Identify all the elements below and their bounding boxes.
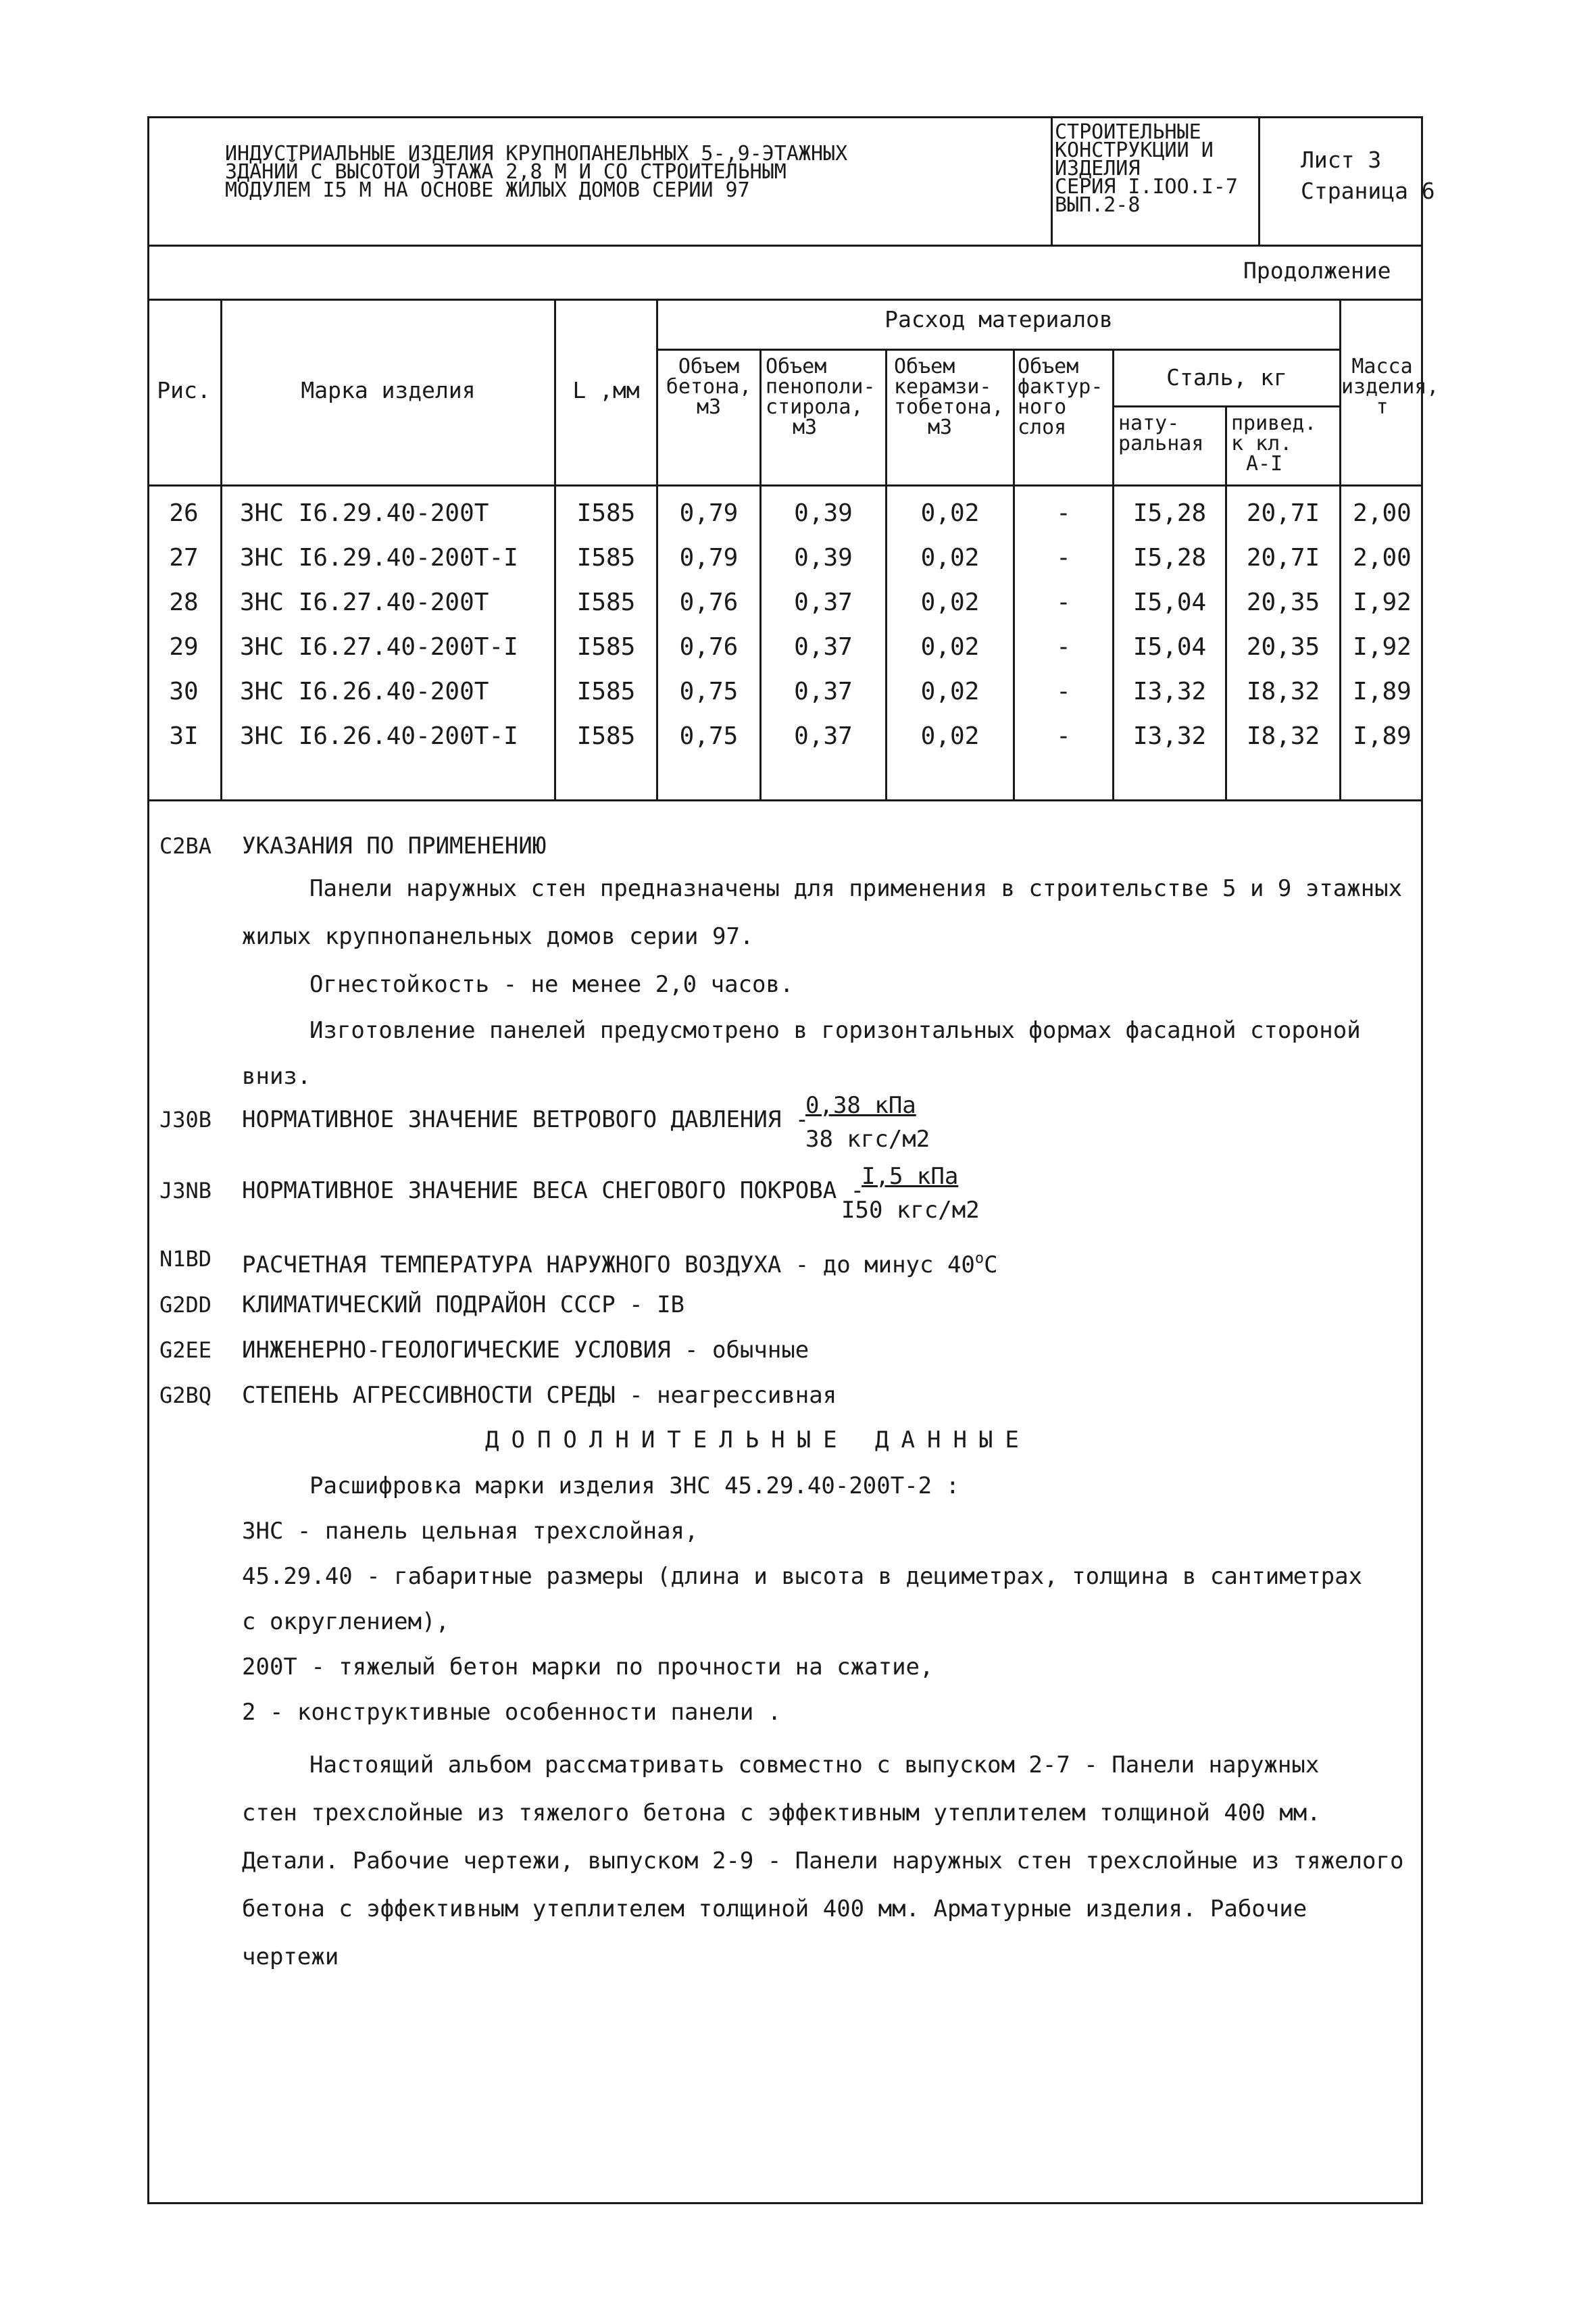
instructions-paragraph-3-line-2: вниз. <box>242 1063 311 1090</box>
cell-foam: 0,37 <box>794 678 853 705</box>
instructions-paragraph-2: Огнестойкость - не менее 2,0 часов. <box>309 971 794 998</box>
final-note-line-1: Настоящий альбом рассматривать совместно с выпуском 2-7 - Панели наружных <box>309 1751 1320 1778</box>
cell-length: I585 <box>576 722 636 750</box>
header-claycrete-line-3: тобетона, <box>894 395 1004 419</box>
cell-mark: ЗНС I6.27.40-200Т-I <box>240 633 518 661</box>
cell-steel-natural: I3,32 <box>1132 722 1207 750</box>
header-steel-reduced-line-3: A-I <box>1246 452 1283 476</box>
decode-zns: ЗНС - панель цельная трехслойная, <box>242 1518 699 1545</box>
cell-steel-natural: I5,28 <box>1132 544 1207 572</box>
code-j3nb: J3NB <box>159 1178 212 1203</box>
cell-length: I585 <box>576 633 636 661</box>
header-concrete-line-3: м3 <box>696 395 722 419</box>
header-concrete-line-1: Объем <box>678 355 740 378</box>
cell-facing: - <box>1056 499 1071 527</box>
cell-mark: ЗНС I6.27.40-200Т <box>240 589 489 616</box>
cell-fig: 3I <box>169 722 199 750</box>
document-title-line-2: ЗДАНИЙ С ВЫСОТОЙ ЭТАЖА 2,8 М И СО СТРОИТЕЛЬНЫМ <box>225 160 787 184</box>
additional-data-heading: ДОПОЛНИТЕЛЬНЫЕ ДАННЫЕ <box>485 1426 1031 1453</box>
header-mark: Марка изделия <box>301 377 476 403</box>
climate-subregion: КЛИМАТИЧЕСКИЙ ПОДРАЙОН СССР - IB <box>242 1291 685 1318</box>
cell-steel-reduced: 20,35 <box>1246 633 1320 661</box>
cell-fig: 28 <box>169 589 199 616</box>
cell-concrete: 0,76 <box>679 633 739 661</box>
cell-claycrete: 0,02 <box>920 589 980 616</box>
title-block-divider-1 <box>1051 116 1053 246</box>
cell-foam: 0,37 <box>794 589 853 616</box>
code-g2ee: G2EE <box>159 1337 212 1363</box>
cell-claycrete: 0,02 <box>920 722 980 750</box>
materials-header-rule <box>656 349 1341 351</box>
final-note-line-5: чертежи <box>242 1943 339 1970</box>
series-line-2: КОНСТРУКЦИИ И <box>1055 139 1214 162</box>
instructions-paragraph-1-line-1: Панели наружных стен предназначены для применения в строительстве 5 и 9 этажных <box>309 875 1403 902</box>
decode-dimensions-line-2: с округлением), <box>242 1608 450 1635</box>
header-mass <box>1341 355 1439 419</box>
cell-facing: - <box>1056 589 1071 616</box>
degree-sign: о <box>974 1250 984 1267</box>
cell-facing: - <box>1056 678 1071 705</box>
header-facing-line-3: ного <box>1018 395 1067 419</box>
header-steel-reduced-line-2: к кл. <box>1231 432 1293 455</box>
header-steel-reduced <box>1231 414 1316 474</box>
cell-length: I585 <box>576 589 636 616</box>
cell-length: I585 <box>576 678 636 705</box>
document-title-line-3: МОДУЛЕМ I5 М НА ОСНОВЕ ЖИЛЫХ ДОМОВ СЕРИИ 97 <box>225 178 750 202</box>
cell-mark: ЗНС I6.29.40-200Т-I <box>240 544 518 572</box>
table-top-rule <box>147 299 1423 301</box>
header-mass-line-3: т <box>1376 395 1389 419</box>
cell-foam: 0,37 <box>794 722 853 750</box>
cell-facing: - <box>1056 544 1071 572</box>
cell-claycrete: 0,02 <box>920 678 980 705</box>
wind-pressure-kpa: 0,38 кПа <box>805 1092 916 1119</box>
cell-concrete: 0,75 <box>679 678 739 705</box>
cell-mass: I,89 <box>1353 722 1412 750</box>
header-claycrete-line-1: Объем <box>894 355 955 378</box>
title-block-bottom-rule <box>147 245 1423 247</box>
decode-concrete-grade: 200Т - тяжелый бетон марки по прочности на сжатие, <box>242 1653 934 1681</box>
steel-header-rule <box>1112 405 1341 407</box>
cell-mass: 2,00 <box>1353 544 1412 572</box>
code-g2bq: G2BQ <box>159 1383 212 1408</box>
page-number: Страница 6 <box>1301 178 1435 204</box>
sheet-number: Лист 3 <box>1301 147 1382 173</box>
cell-mass: I,89 <box>1353 678 1412 705</box>
snow-load-kpa: I,5 кПа <box>862 1163 959 1190</box>
header-claycrete-line-4: м3 <box>928 416 953 439</box>
series-line-1: СТРОИТЕЛЬНЫЕ <box>1055 120 1201 144</box>
cell-foam: 0,39 <box>794 544 853 572</box>
design-temperature <box>242 1245 998 1278</box>
header-foam-line-1: Объем <box>766 355 827 378</box>
cell-mass: I,92 <box>1353 589 1412 616</box>
cell-fig: 27 <box>169 544 199 572</box>
series-line-5: ВЫП.2-8 <box>1055 193 1141 217</box>
header-claycrete-line-2: керамзи- <box>894 375 992 399</box>
series-line-4: СЕРИЯ I.IOO.I-7 <box>1055 175 1238 199</box>
geological-conditions: ИНЖЕНЕРНО-ГЕОЛОГИЧЕСКИЕ УСЛОВИЯ - обычные <box>242 1337 809 1364</box>
header-steel-natural-line-1: нату- <box>1118 412 1180 435</box>
cell-steel-reduced: 20,7I <box>1246 544 1320 572</box>
header-steel: Сталь, кг <box>1166 364 1287 391</box>
header-claycrete <box>894 357 1004 438</box>
table-bottom-rule <box>147 799 1423 801</box>
environment-aggressiveness: СТЕПЕНЬ АГРЕССИВНОСТИ СРЕДЫ - неагрессивная <box>242 1382 837 1409</box>
cell-fig: 30 <box>169 678 199 705</box>
cell-steel-reduced: I8,32 <box>1246 722 1320 750</box>
header-fig: Рис. <box>157 377 211 403</box>
document-title-line-1: ИНДУСТРИАЛЬНЫЕ ИЗДЕЛИЯ КРУПНОПАНЕЛЬНЫХ 5-,9-ЭТАЖНЫХ <box>225 142 848 166</box>
series-line-3: ИЗДЕЛИЯ <box>1055 157 1141 180</box>
instructions-paragraph-1-line-2: жилых крупнопанельных домов серии 97. <box>242 923 754 950</box>
header-steel-reduced-line-1: привед. <box>1231 412 1317 435</box>
snow-load-label: НОРМАТИВНОЕ ЗНАЧЕНИЕ ВЕСА СНЕГОВОГО ПОКРОВА - <box>242 1177 865 1204</box>
cell-claycrete: 0,02 <box>920 499 980 527</box>
header-steel-natural <box>1118 414 1203 454</box>
header-concrete-line-2: бетона, <box>666 375 752 399</box>
col-line-1 <box>220 299 222 801</box>
cell-mass: 2,00 <box>1353 499 1412 527</box>
final-note-line-2: стен трехслойные из тяжелого бетона с эффективным утеплителем толщиной 400 мм. <box>242 1799 1321 1826</box>
cell-length: I585 <box>576 499 636 527</box>
cell-steel-natural: I5,28 <box>1132 499 1207 527</box>
header-facing-line-2: фактур- <box>1018 375 1103 399</box>
cell-concrete: 0,79 <box>679 499 739 527</box>
header-steel-natural-line-2: ральная <box>1118 432 1204 455</box>
cell-steel-reduced: I8,32 <box>1246 678 1320 705</box>
header-facing-line-1: Объем <box>1018 355 1079 378</box>
cell-concrete: 0,75 <box>679 722 739 750</box>
cell-foam: 0,37 <box>794 633 853 661</box>
cell-concrete: 0,79 <box>679 544 739 572</box>
header-concrete <box>658 357 759 418</box>
wind-pressure-label: НОРМАТИВНОЕ ЗНАЧЕНИЕ ВЕТРОВОГО ДАВЛЕНИЯ - <box>242 1106 809 1133</box>
header-facing <box>1018 357 1103 438</box>
cell-steel-reduced: 20,7I <box>1246 499 1320 527</box>
instructions-paragraph-3-line-1: Изготовление панелей предусмотрено в горизонтальных формах фасадной стороной <box>309 1017 1361 1044</box>
continuation-label: Продолжение <box>1243 257 1391 284</box>
cell-steel-reduced: 20,35 <box>1246 589 1320 616</box>
header-foam-line-3: стирола, <box>766 395 864 419</box>
code-g2dd: G2DD <box>159 1292 212 1318</box>
header-mass-line-2: изделия, <box>1341 375 1439 399</box>
celsius-sign: С <box>984 1251 998 1278</box>
cell-concrete: 0,76 <box>679 589 739 616</box>
header-facing-line-4: слоя <box>1018 416 1067 439</box>
code-j30b: J30B <box>159 1107 212 1132</box>
header-foam <box>766 357 876 438</box>
cell-facing: - <box>1056 633 1071 661</box>
cell-steel-natural: I3,32 <box>1132 678 1207 705</box>
header-foam-line-4: м3 <box>793 416 818 439</box>
cell-claycrete: 0,02 <box>920 633 980 661</box>
instructions-heading: УКАЗАНИЯ ПО ПРИМЕНЕНИЮ <box>242 832 547 860</box>
header-length: L ,мм <box>572 377 640 403</box>
decode-title: Расшифровка марки изделия ЗНС 45.29.40-200Т-2 : <box>309 1472 960 1499</box>
cell-mark: ЗНС I6.29.40-200Т <box>240 499 489 527</box>
cell-length: I585 <box>576 544 636 572</box>
decode-design-features: 2 - конструктивные особенности панели . <box>242 1699 782 1726</box>
snow-load-kgf: I50 кгс/м2 <box>841 1197 980 1224</box>
cell-steel-natural: I5,04 <box>1132 589 1207 616</box>
final-note-line-4: бетона с эффективным утеплителем толщиной 400 мм. Арматурные изделия. Рабочие <box>242 1895 1307 1922</box>
header-bottom-rule <box>147 484 1423 487</box>
cell-mark: ЗНС I6.26.40-200Т-I <box>240 722 518 750</box>
cell-fig: 29 <box>169 633 199 661</box>
title-block-divider-2 <box>1258 116 1260 246</box>
wind-pressure-kgf: 38 кгс/м2 <box>805 1126 930 1153</box>
header-mass-line-1: Масса <box>1351 355 1413 378</box>
design-temperature-text: РАСЧЕТНАЯ ТЕМПЕРАТУРА НАРУЖНОГО ВОЗДУХА - до минус 40 <box>242 1251 975 1278</box>
decode-dimensions-line-1: 45.29.40 - габаритные размеры (длина и высота в дециметрах, толщина в сантиметрах <box>242 1563 1363 1590</box>
cell-facing: - <box>1056 722 1071 750</box>
cell-foam: 0,39 <box>794 499 853 527</box>
final-note-line-3: Детали. Рабочие чертежи, выпуском 2-9 - Панели наружных стен трехслойные из тяжелого <box>242 1847 1404 1874</box>
cell-mass: I,92 <box>1353 633 1412 661</box>
code-n1bd: N1BD <box>159 1246 212 1272</box>
code-c2ba: C2BA <box>159 833 212 859</box>
cell-claycrete: 0,02 <box>920 544 980 572</box>
cell-fig: 26 <box>169 499 199 527</box>
cell-mark: ЗНС I6.26.40-200Т <box>240 678 489 705</box>
header-foam-line-2: пенополи- <box>766 375 876 399</box>
header-materials: Расход материалов <box>884 306 1113 332</box>
cell-steel-natural: I5,04 <box>1132 633 1207 661</box>
